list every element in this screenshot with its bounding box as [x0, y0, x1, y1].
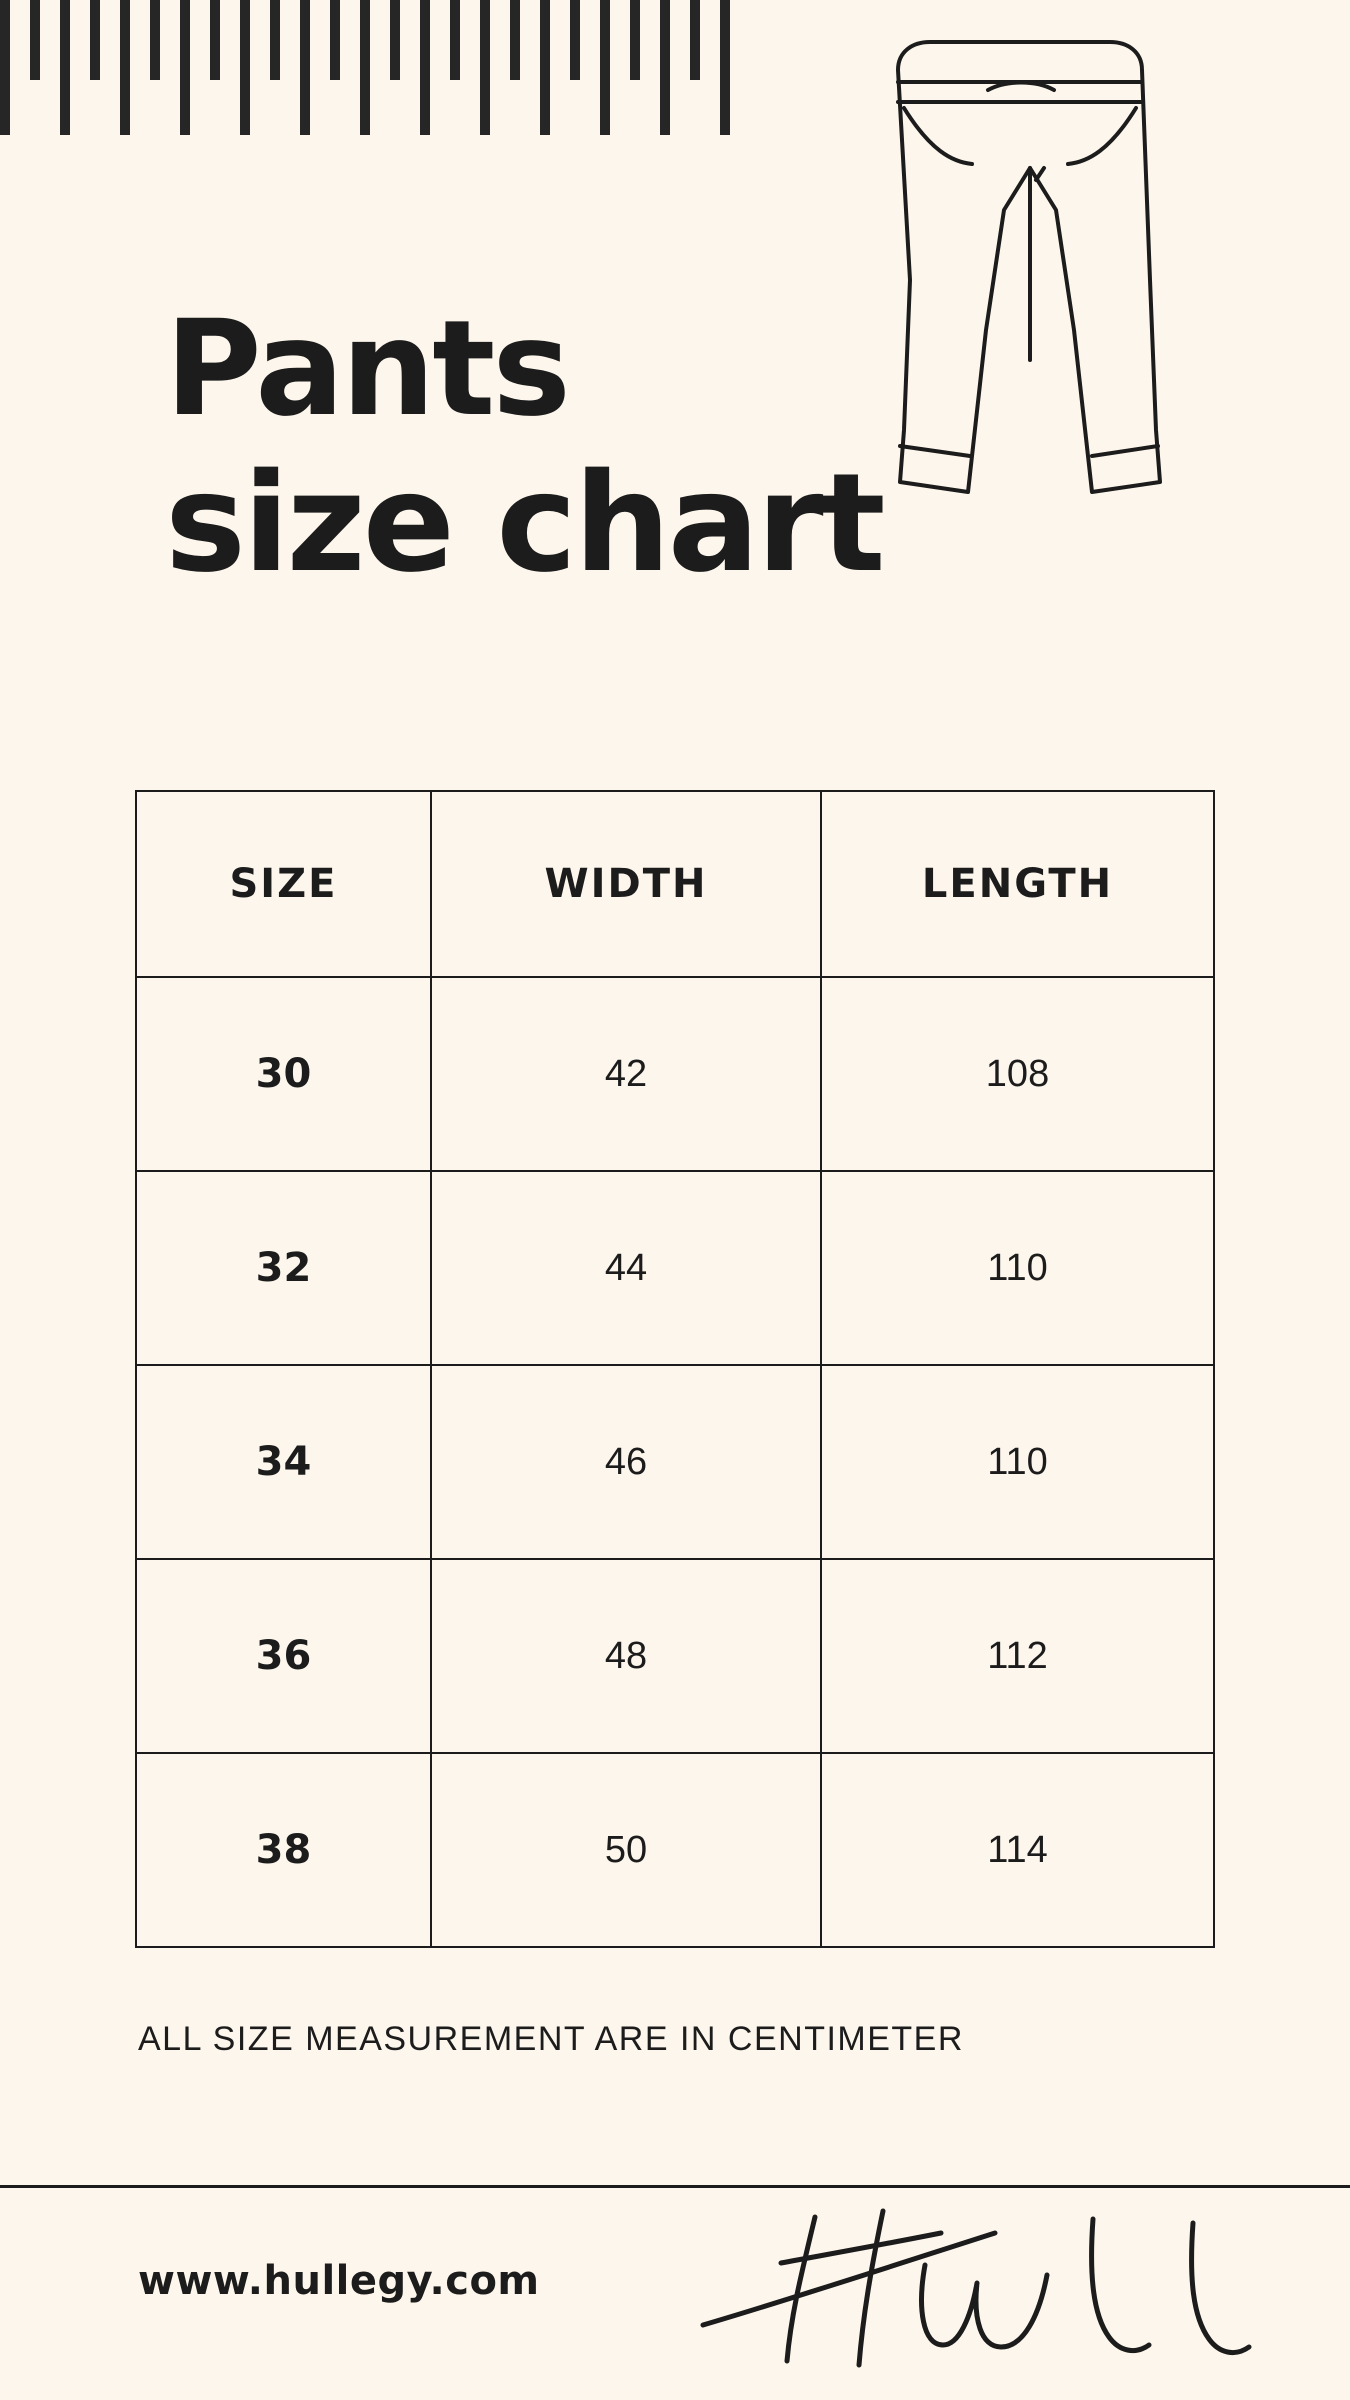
page-title — [165, 292, 1165, 603]
column-header-size: SIZE — [136, 791, 431, 977]
cell-width: 46 — [431, 1365, 821, 1559]
column-header-length: LENGTH — [821, 791, 1214, 977]
ruler-tick — [480, 0, 490, 135]
ruler-tick — [180, 0, 190, 135]
cell-size: 30 — [136, 977, 431, 1171]
table-row — [136, 1171, 1214, 1365]
ruler-tick — [570, 0, 580, 80]
ruler-tick — [360, 0, 370, 135]
ruler-tick — [210, 0, 220, 80]
measurement-note: ALL SIZE MEASUREMENT ARE IN CENTIMETER — [138, 2020, 964, 2058]
cell-width: 50 — [431, 1753, 821, 1947]
size-chart-table — [135, 790, 1215, 1948]
cell-width: 48 — [431, 1559, 821, 1753]
ruler-tick — [0, 0, 10, 135]
table-row — [136, 977, 1214, 1171]
cell-length: 110 — [821, 1171, 1214, 1365]
cell-length: 112 — [821, 1559, 1214, 1753]
ruler-tick — [90, 0, 100, 80]
footer-divider — [0, 2185, 1350, 2188]
table-row — [136, 1753, 1214, 1947]
ruler-tick — [630, 0, 640, 80]
table-row — [136, 1365, 1214, 1559]
hull-signature-icon — [695, 2205, 1255, 2375]
title-line-2: size chart — [165, 444, 883, 603]
ruler-tick — [510, 0, 520, 80]
ruler-tick — [300, 0, 310, 135]
cell-length: 114 — [821, 1753, 1214, 1947]
cell-width: 42 — [431, 977, 821, 1171]
website-url[interactable]: www.hullegy.com — [138, 2258, 540, 2304]
ruler-tick — [450, 0, 460, 80]
ruler-tick — [600, 0, 610, 135]
ruler-tick — [690, 0, 700, 80]
ruler-tick — [120, 0, 130, 135]
table-header-row — [136, 791, 1214, 977]
ruler-tick — [660, 0, 670, 135]
ruler-tick — [270, 0, 280, 80]
cell-length: 110 — [821, 1365, 1214, 1559]
table-row — [136, 1559, 1214, 1753]
ruler-tick — [330, 0, 340, 80]
cell-size: 36 — [136, 1559, 431, 1753]
title-line-1: Pants — [165, 292, 568, 446]
cell-width: 44 — [431, 1171, 821, 1365]
cell-size: 34 — [136, 1365, 431, 1559]
ruler-tick — [240, 0, 250, 135]
ruler-tick — [420, 0, 430, 135]
ruler-tick — [150, 0, 160, 80]
cell-size: 32 — [136, 1171, 431, 1365]
ruler-tick — [390, 0, 400, 80]
ruler-tick — [60, 0, 70, 135]
ruler-tick — [30, 0, 40, 80]
ruler-ticks-icon — [0, 0, 760, 135]
cell-length: 108 — [821, 977, 1214, 1171]
ruler-tick — [540, 0, 550, 135]
column-header-width: WIDTH — [431, 791, 821, 977]
cell-size: 38 — [136, 1753, 431, 1947]
ruler-tick — [720, 0, 730, 135]
